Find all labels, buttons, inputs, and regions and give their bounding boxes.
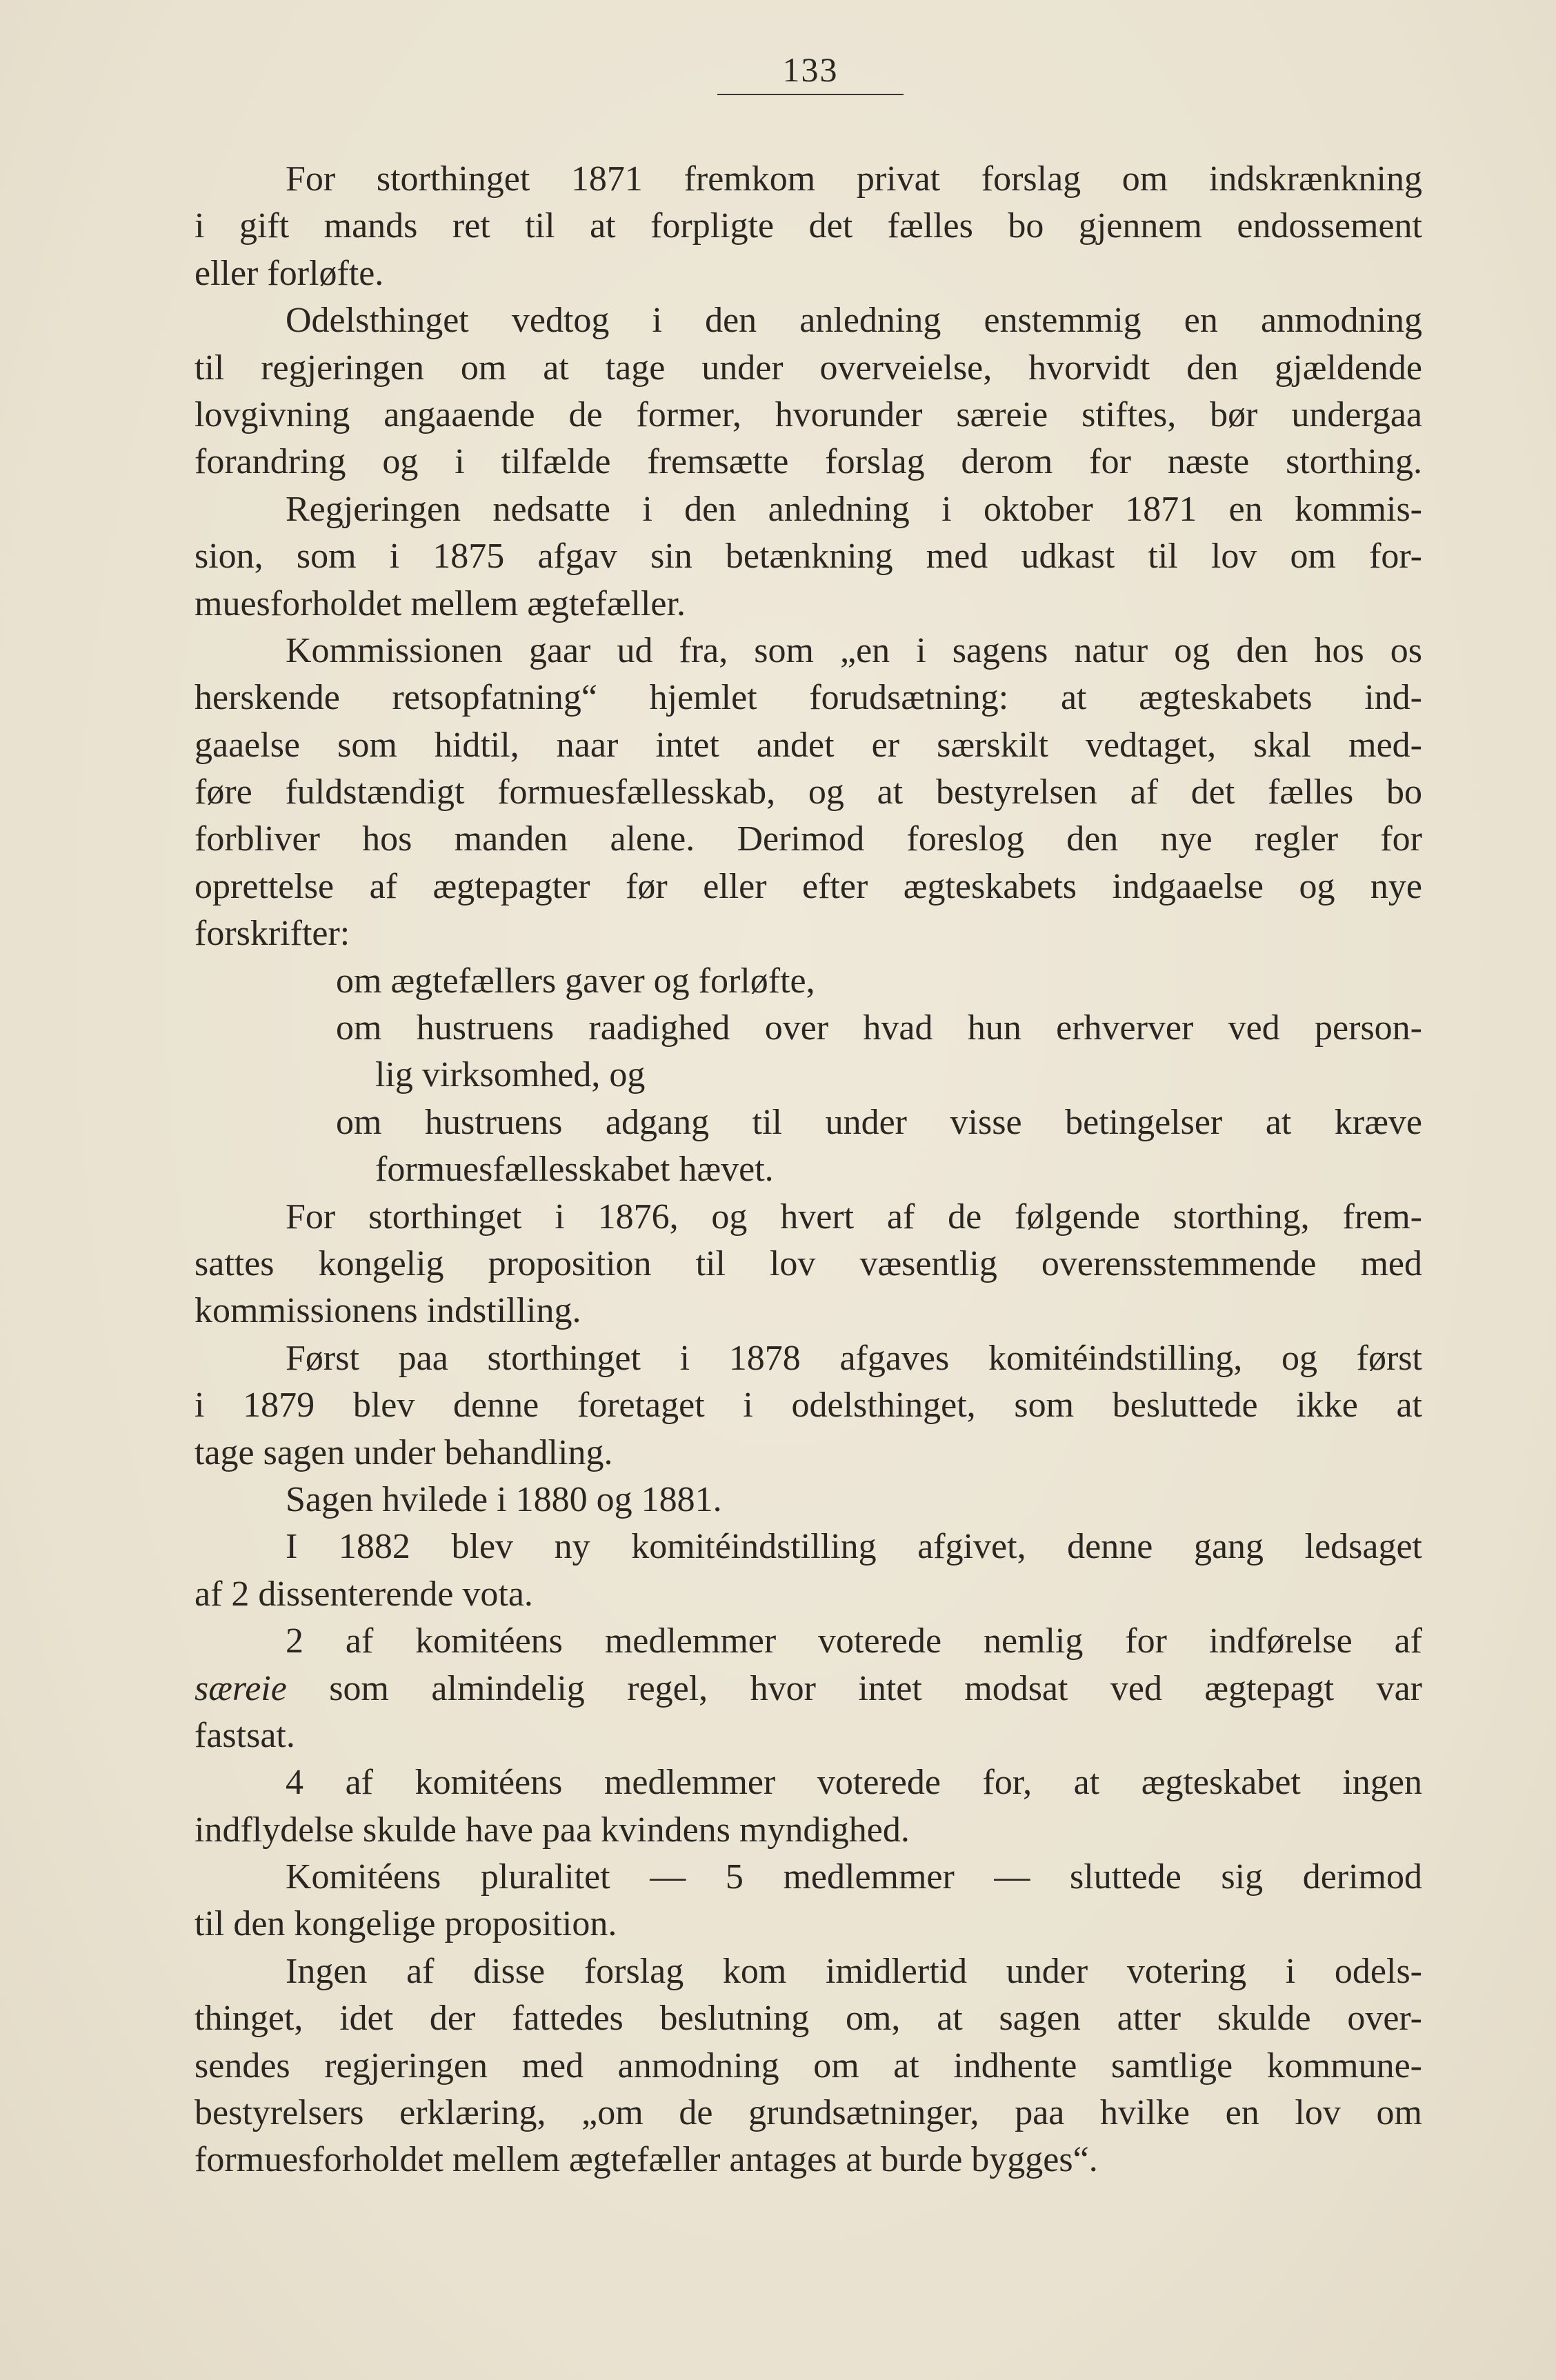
text-line: tage sagen under behandling.	[194, 1432, 613, 1472]
text-line: 4 af komitéens medlemmer voterede for, at ægteskabet ingen	[286, 1763, 1422, 1803]
text-line: sendes regjeringen med anmodning om at indhente samtlige kommune-	[194, 2046, 1422, 2086]
italic-word: særeie	[194, 1668, 287, 1708]
body-text	[194, 156, 1422, 2184]
text-line: bestyrelsers erklæring, „om de grundsætninger, paa hvilke en lov om	[194, 2093, 1422, 2133]
text-line: sattes kongelig proposition til lov væsentlig overensstemmende med	[194, 1243, 1422, 1283]
text-line: lig virksomhed, og	[375, 1055, 646, 1095]
text-line: Kommissionen gaar ud fra, som „en i sagens natur og den hos os	[286, 630, 1422, 670]
text-line: føre fuldstændigt formuesfællesskab, og at bestyrelsen af det fælles bo	[194, 772, 1422, 812]
text-line: forbliver hos manden alene. Derimod foreslog den nye regler for	[194, 819, 1422, 859]
text-line: af 2 dissenterende vota.	[194, 1574, 533, 1614]
text-line: forandring og i tilfælde fremsætte forslag derom for næste storthing.	[194, 442, 1422, 482]
text-line: formuesforholdet mellem ægtefæller antages at burde bygges“.	[194, 2140, 1098, 2180]
text-line: formuesfællesskabet hævet.	[375, 1150, 774, 1190]
text-line: sion, som i 1875 afgav sin betænkning med udkast til lov om for-	[194, 537, 1422, 577]
text-line: Først paa storthinget i 1878 afgaves komitéindstilling, og først	[286, 1338, 1422, 1378]
text-line: indflydelse skulde have paa kvindens myndighed.	[194, 1810, 910, 1850]
text-line: For storthinget 1871 fremkom privat forslag om indskrænkning	[286, 159, 1422, 199]
text-line: forskrifter:	[194, 914, 350, 954]
text-line: muesforholdet mellem ægtefæller.	[194, 583, 686, 623]
text-line: Ingen af disse forslag kom imidlertid under votering i odels-	[286, 1951, 1422, 1991]
text-line: særeie som almindelig regel, hvor intet modsat ved ægtepagt var	[194, 1668, 1422, 1708]
text-line: til regjeringen om at tage under overveielse, hvorvidt den gjældende	[194, 348, 1422, 388]
text-line: fastsat.	[194, 1715, 295, 1755]
text-line: eller forløfte.	[194, 253, 384, 293]
text-line: Regjeringen nedsatte i den anledning i oktober 1871 en kommis-	[286, 489, 1422, 529]
text-line: I 1882 blev ny komitéindstilling afgivet, denne gang ledsaget	[286, 1527, 1422, 1567]
text-line: kommissionens indstilling.	[194, 1291, 581, 1331]
text-line: om ægtefællers gaver og forløfte,	[336, 961, 815, 1001]
text-line: Sagen hvilede i 1880 og 1881.	[286, 1479, 722, 1519]
text-line: Odelsthinget vedtog i den anledning enstemmig en anmodning	[286, 301, 1422, 341]
text-line: om hustruens adgang til under visse betingelser at kræve	[336, 1102, 1422, 1142]
text-line: om hustruens raadighed over hvad hun erhverver ved person-	[336, 1008, 1422, 1048]
page-number: 133	[717, 50, 904, 95]
text-line: i gift mands ret til at forpligte det fælles bo gjennem endossement	[194, 206, 1422, 246]
text-line: lovgivning angaaende de former, hvorunder særeie stiftes, bør undergaa	[194, 394, 1422, 434]
text-line: herskende retsopfatning“ hjemlet forudsætning: at ægteskabets ind-	[194, 678, 1422, 718]
text-line: gaaelse som hidtil, naar intet andet er særskilt vedtaget, skal med-	[194, 725, 1422, 765]
text-line: 2 af komitéens medlemmer voterede nemlig for indførelse af	[286, 1621, 1422, 1661]
text-line: For storthinget i 1876, og hvert af de følgende storthing, frem-	[286, 1197, 1422, 1237]
text-line: i 1879 blev denne foretaget i odelsthinget, som besluttede ikke at	[194, 1386, 1422, 1426]
text-line: thinget, idet der fattedes beslutning om, at sagen atter skulde over-	[194, 1999, 1422, 2039]
text-line: oprettelse af ægtepagter før eller efter ægteskabets indgaaelse og nye	[194, 866, 1422, 906]
text-line: Komitéens pluralitet — 5 medlemmer — sluttede sig derimod	[286, 1857, 1422, 1897]
text-line: til den kongelige proposition.	[194, 1904, 617, 1944]
